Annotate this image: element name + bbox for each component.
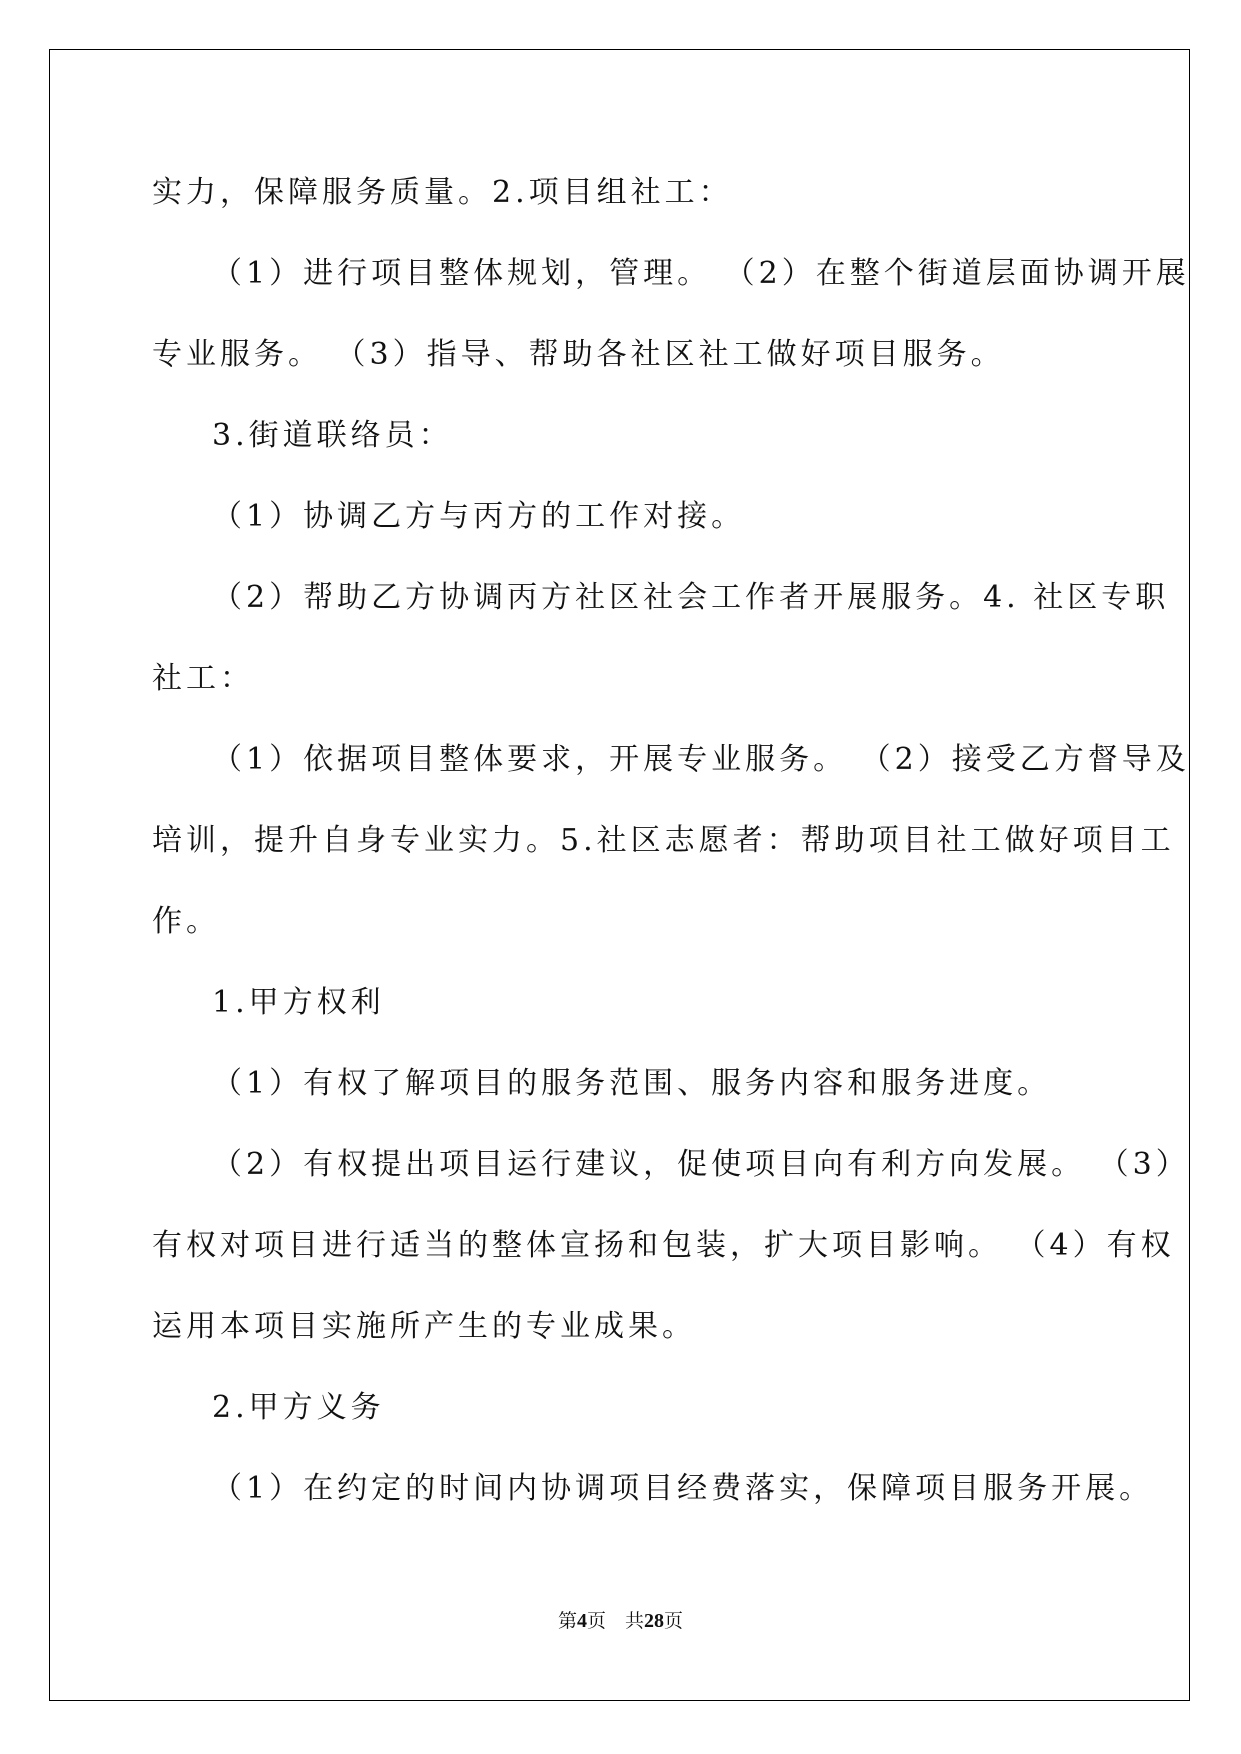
footer-middle: 页 共 [586,1610,644,1632]
text-line: 3.街道联络员： [212,418,453,453]
text-line: （2）帮助乙方协调丙方社区社会工作者开展服务。4. 社区专职 [212,580,1170,615]
text-line: （1）有权了解项目的服务范围、服务内容和服务进度。 [212,1066,1052,1101]
text-line: 实力，保障服务质量。2.项目组社工： [152,175,733,210]
total-page-count: 28 [644,1610,664,1632]
text-line: 有权对项目进行适当的整体宣扬和包装，扩大项目影响。 （4）有权 [152,1228,1175,1263]
text-line: 作。 [152,904,220,939]
text-line: （1）在约定的时间内协调项目经费落实，保障项目服务开展。 [212,1471,1154,1506]
text-line: （1）协调乙方与丙方的工作对接。 [212,499,746,534]
footer-prefix: 第 [557,1610,577,1632]
text-line: 专业服务。 （3）指导、帮助各社区社工做好项目服务。 [152,337,1005,372]
text-line: 1.甲方权利 [212,985,385,1020]
text-line: （1）依据项目整体要求，开展专业服务。 （2）接受乙方督导及 [212,742,1190,777]
page-footer [0,1606,1241,1633]
text-line: 社工： [152,661,254,696]
current-page-number: 4 [576,1610,587,1632]
text-line: 2.甲方义务 [212,1390,385,1425]
page-border [49,49,1190,1701]
text-line: （1）进行项目整体规划，管理。 （2）在整个街道层面协调开展 [212,256,1190,291]
text-line: 运用本项目实施所产生的专业成果。 [152,1309,696,1344]
text-line: （2）有权提出项目运行建议，促使项目向有利方向发展。 （3） [212,1147,1190,1182]
footer-suffix: 页 [664,1610,684,1632]
text-line: 培训，提升自身专业实力。5.社区志愿者：帮助项目社工做好项目工 [152,823,1175,858]
